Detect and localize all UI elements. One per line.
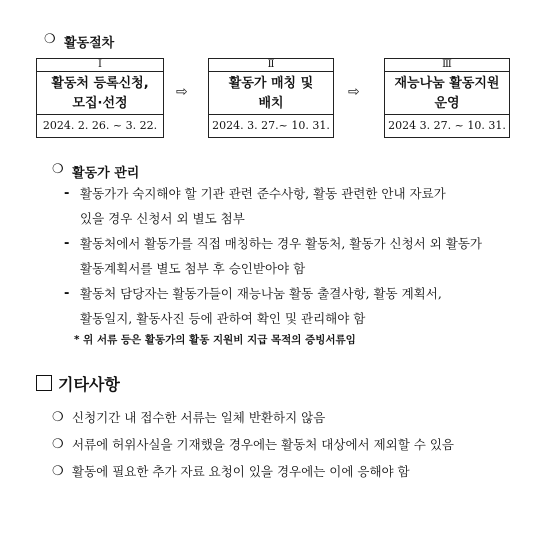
management-item [80,181,530,231]
procedure-bullet-icon: ❍ [44,32,56,47]
dash-bullet: - [64,286,70,301]
management-item-line: 활동가가 숙지해야 할 기관 관련 준수사항, 활동 관련한 안내 자료가 [80,186,446,201]
other-item: 신청기간 내 접수한 서류는 일체 반환하지 않음 [72,410,326,425]
step-title [209,72,333,114]
dash-bullet: - [64,236,70,251]
step-title-line: 활동처 등록신청, [51,76,149,91]
step-date: 2024. 3. 27.~ 10. 31. [209,114,333,137]
step-date: 2024 3. 27. ~ 10. 31. [385,114,509,137]
step-title-line: 배치 [258,96,284,111]
step-date: 2024. 2. 26. ~ 3. 22. [37,114,163,137]
dash-bullet: - [64,186,70,201]
arrow-right-icon: ⇨ [348,84,360,100]
step-title-line: 운영 [434,96,460,111]
management-item-line: 활동일지, 활동사진 등에 관하여 확인 및 관리해야 함 [80,311,366,326]
management-bullet-icon: ❍ [52,162,64,177]
step-title-line: 모집·선정 [72,96,128,111]
management-item [80,231,530,281]
step-title-line: 재능나눔 활동지원 [394,76,500,91]
procedure-heading: 활동절차 [64,36,115,51]
other-item: 서류에 허위사실을 기재했을 경우에는 활동처 대상에서 제외할 수 있음 [72,437,454,452]
management-item-line: 활동계획서를 별도 첨부 후 승인받아야 함 [80,261,306,276]
step-box-1 [36,58,164,138]
management-item-line: 있을 경우 신청서 외 별도 첨부 [80,211,245,226]
step-box-2 [208,58,334,138]
other-bullet-icon: ❍ [52,410,64,425]
other-item: 활동에 필요한 추가 자료 요청이 있을 경우에는 이에 응해야 함 [72,464,410,479]
step-title [385,72,509,114]
step-number: Ⅲ [385,59,509,72]
other-bullet-icon: ❍ [52,464,64,479]
step-number: Ⅰ [37,59,163,72]
checkbox-square-icon [36,375,52,391]
management-item [80,281,530,331]
step-box-3 [384,58,510,138]
other-bullet-icon: ❍ [52,437,64,452]
management-item-line: 활동처 담당자는 활동가들이 재능나눔 활동 출결사항, 활동 계획서, [80,286,442,301]
arrow-right-icon: ⇨ [176,84,188,100]
evidence-note: * 위 서류 등은 활동가의 활동 지원비 지급 목적의 증빙서류임 [74,334,356,346]
step-title [37,72,163,114]
management-item-line: 활동처에서 활동가를 직접 매칭하는 경우 활동처, 활동가 신청서 외 활동가 [80,236,482,251]
other-heading: 기타사항 [58,375,120,394]
step-number: Ⅱ [209,59,333,72]
step-title-line: 활동가 매칭 및 [228,76,314,91]
management-heading: 활동가 관리 [72,166,140,181]
